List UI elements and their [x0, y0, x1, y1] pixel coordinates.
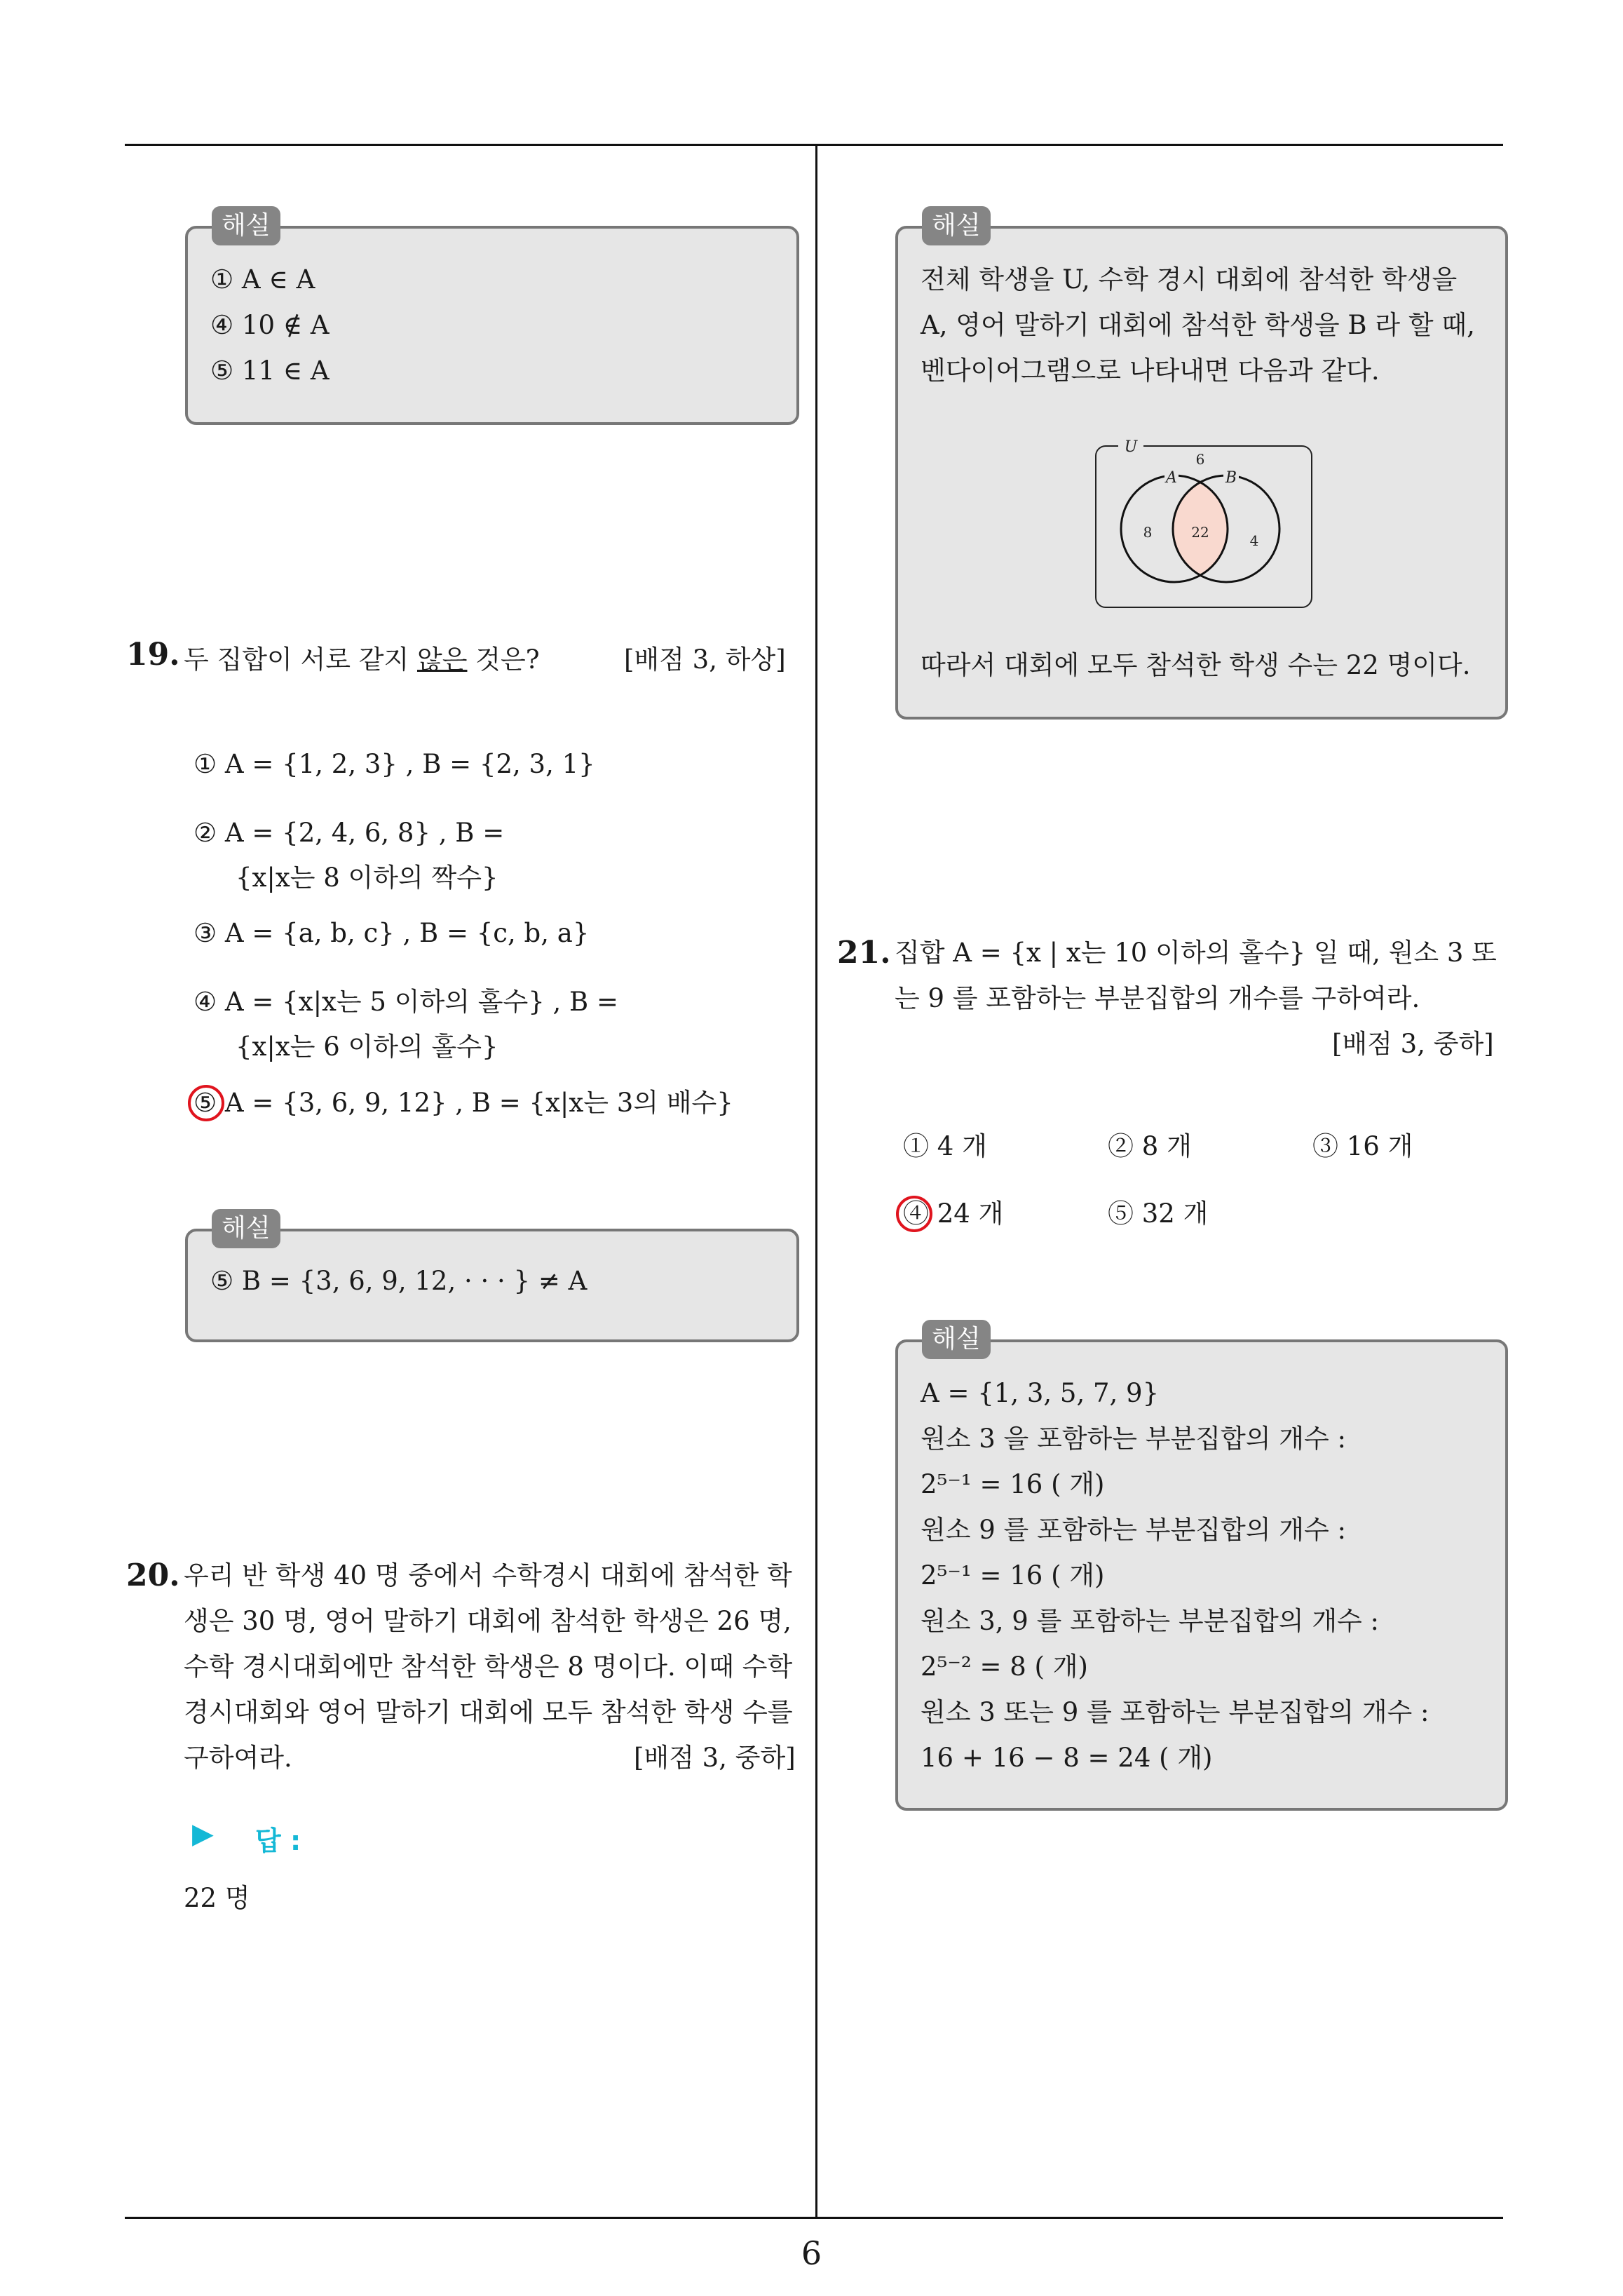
solution-line: ① A ∈ A [210, 264, 315, 295]
solution-line: A = {1, 3, 5, 7, 9} [921, 1378, 1160, 1408]
q19-choice-2[interactable]: ② A = {2, 4, 6, 8} , B = [193, 818, 505, 848]
solution-tag: 해설 [922, 206, 991, 245]
q21-choice-3[interactable]: ③ 16 개 [1312, 1131, 1413, 1161]
answer-circle-mark [896, 1196, 932, 1232]
q19-choice-5[interactable]: ⑤ A = {3, 6, 9, 12} , B = {x|x는 3의 배수} [193, 1088, 733, 1118]
venn-only-a-value: 8 [1143, 524, 1153, 541]
q19-choice-4-cont: {x|x는 6 이하의 홀수} [236, 1032, 498, 1062]
solution-line: ⑤ B = {3, 6, 9, 12, · · · } ≠ A [210, 1266, 588, 1296]
solution-line: 전체 학생을 U, 수학 경시 대회에 참석한 학생을 [921, 264, 1458, 295]
solution-line: 원소 9 를 포함하는 부분집합의 개수 : [921, 1515, 1346, 1545]
solution-line: 벤다이어그램으로 나타내면 다음과 같다. [921, 356, 1380, 386]
question-21-line: 집합 A = {x | x는 10 이하의 홀수} 일 때, 원소 3 또 [895, 938, 1497, 968]
question-20-line: 구하여라. [184, 1743, 292, 1773]
q19-choice-4[interactable]: ④ A = {x|x는 5 이하의 홀수} , B = [193, 987, 618, 1017]
solution-tag: 해설 [212, 206, 280, 245]
solution-line: 원소 3, 9 를 포함하는 부분집합의 개수 : [921, 1606, 1380, 1636]
answer-arrow-icon: ▶ [192, 1818, 214, 1850]
question-19-prompt-a: 두 집합이 서로 같지 [184, 644, 417, 675]
solution-line: 2⁵⁻² = 8 ( 개) [921, 1652, 1088, 1682]
question-20-line: 수학 경시대회에만 참석한 학생은 8 명이다. 이때 수학 [184, 1652, 793, 1682]
page-number: 6 [801, 2234, 822, 2272]
q21-choice-5[interactable]: ⑤ 32 개 [1108, 1198, 1209, 1229]
question-20-line: 생은 30 명, 영어 말하기 대회에 참석한 학생은 26 명, [184, 1606, 792, 1636]
solution-line: 16 + 16 − 8 = 24 ( 개) [921, 1743, 1213, 1773]
answer-label: 답 : [255, 1825, 301, 1856]
question-19-prompt-underlined: 않은 [416, 644, 468, 675]
q21-choice-2[interactable]: ② 8 개 [1108, 1131, 1192, 1161]
venn-universe-label: U [1124, 438, 1138, 456]
solution-box-19 [185, 1214, 799, 1342]
question-21-points: [배점 3, 중하] [1332, 1029, 1494, 1059]
question-20-line: 경시대회와 영어 말하기 대회에 모두 참석한 학생 수를 [184, 1697, 793, 1727]
question-20-points: [배점 3, 중하] [634, 1743, 796, 1773]
solution-conclusion: 따라서 대회에 모두 참석한 학생 수는 22 명이다. [921, 650, 1471, 680]
question-19-prompt-b: 것은? [467, 644, 540, 675]
q19-choice-1[interactable]: ① A = {1, 2, 3} , B = {2, 3, 1} [193, 749, 595, 779]
venn-set-b-label: B [1225, 469, 1237, 487]
question-19-prompt [184, 637, 540, 682]
question-21-number: 21. [837, 935, 891, 971]
solution-box-20 [895, 211, 1508, 720]
question-21-line: 는 9 를 포함하는 부분집합의 개수를 구하여라. [895, 983, 1420, 1013]
answer-circle-mark [188, 1085, 224, 1121]
question-21-text [895, 930, 1497, 1021]
solution-line: 2⁵⁻¹ = 16 ( 개) [921, 1469, 1105, 1499]
column-divider [815, 144, 817, 2218]
venn-both-value: 22 [1191, 524, 1209, 541]
solution-line: A, 영어 말하기 대회에 참석한 학생을 B 라 할 때, [921, 310, 1475, 340]
solution-tag: 해설 [212, 1209, 280, 1248]
solution-tag: 해설 [922, 1320, 991, 1359]
venn-only-b-value: 4 [1249, 532, 1259, 549]
solution-line: 원소 3 또는 9 를 포함하는 부분집합의 개수 : [921, 1697, 1430, 1727]
q21-choice-1[interactable]: ① 4 개 [903, 1131, 987, 1161]
question-20-number: 20. [126, 1558, 180, 1593]
solution-line: ⑤ 11 ∈ A [210, 356, 330, 386]
solution-box-18 [185, 211, 799, 425]
answer-value: 22 명 [184, 1883, 250, 1913]
venn-set-a-label: A [1166, 469, 1177, 487]
top-rule [125, 144, 1503, 146]
solution-line: 2⁵⁻¹ = 16 ( 개) [921, 1560, 1105, 1591]
question-20-line: 우리 반 학생 40 명 중에서 수학경시 대회에 참석한 학 [184, 1560, 792, 1591]
q21-choice-4[interactable]: ④ 24 개 [903, 1198, 1004, 1229]
bottom-rule [125, 2217, 1503, 2219]
question-19-points: [배점 3, 하상] [624, 644, 786, 675]
venn-diagram [1092, 433, 1316, 609]
q19-choice-2-cont: {x|x는 8 이하의 짝수} [236, 863, 498, 893]
question-19-number: 19. [126, 637, 180, 673]
solution-line: 원소 3 을 포함하는 부분집합의 개수 : [921, 1424, 1346, 1454]
q19-choice-3[interactable]: ③ A = {a, b, c} , B = {c, b, a} [193, 918, 590, 948]
solution-line: ④ 10 ∉ A [210, 310, 330, 340]
solution-box-21 [895, 1325, 1508, 1811]
venn-outside-value: 6 [1195, 451, 1205, 468]
